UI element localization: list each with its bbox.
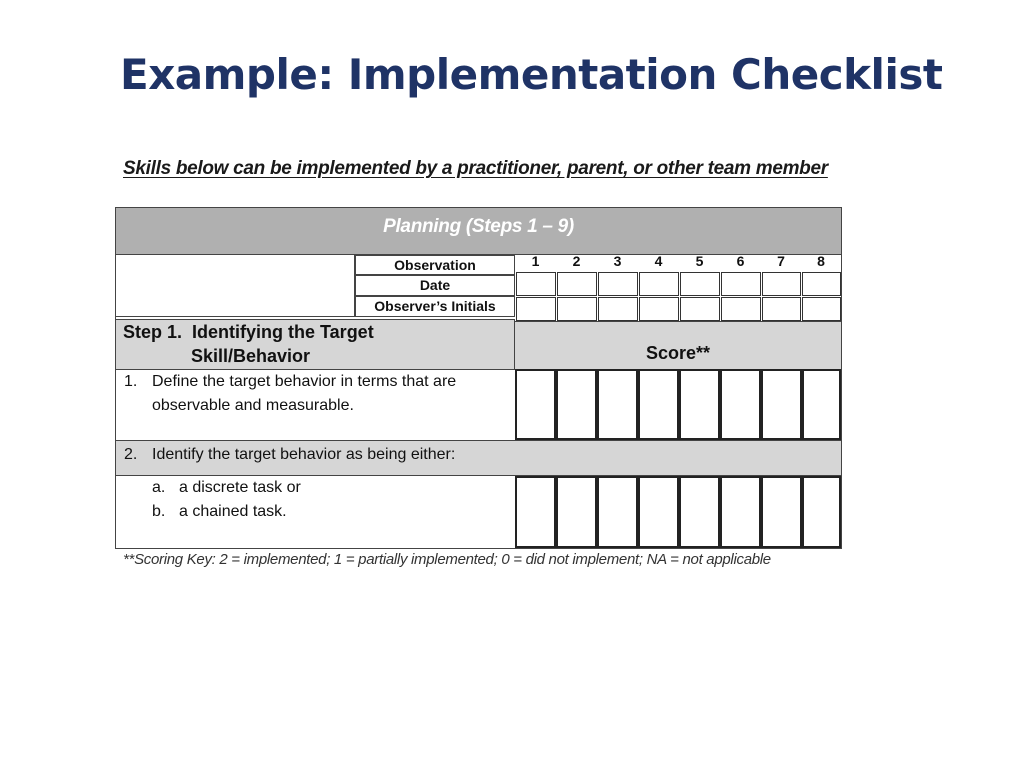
date-label: Date	[355, 275, 515, 296]
date-box[interactable]	[557, 272, 597, 296]
observation-number: 3	[613, 253, 622, 269]
date-box[interactable]	[639, 272, 679, 296]
score-box[interactable]	[597, 476, 638, 548]
observation-number: 6	[736, 253, 745, 269]
score-box[interactable]	[515, 476, 556, 548]
score-box[interactable]	[802, 369, 841, 440]
date-box[interactable]	[680, 272, 720, 296]
score-box[interactable]	[515, 369, 556, 440]
item-text-line2: observable and measurable.	[152, 397, 354, 414]
initials-box[interactable]	[557, 297, 597, 321]
observer-initials-label: Observer’s Initials	[355, 296, 515, 317]
observation-number: 2	[572, 253, 581, 269]
score-box[interactable]	[720, 369, 761, 440]
observation-number-row	[515, 255, 841, 269]
implementation-checklist-table	[115, 207, 842, 549]
observation-number: 4	[654, 253, 663, 269]
item-text-line1: Define the target behavior in terms that are	[152, 373, 457, 390]
initials-box[interactable]	[598, 297, 638, 321]
score-box[interactable]	[638, 369, 679, 440]
subitem-text: a discrete task or	[179, 479, 301, 496]
score-box[interactable]	[761, 476, 802, 548]
observation-number: 8	[817, 253, 825, 269]
subitem-letter: a.	[152, 479, 166, 496]
initials-box[interactable]	[680, 297, 720, 321]
observation-number: 5	[695, 253, 704, 269]
score-box[interactable]	[720, 476, 761, 548]
initials-box[interactable]	[721, 297, 761, 321]
step-heading-line1: Step 1. Identifying the Target	[123, 322, 374, 342]
planning-section-header	[116, 208, 841, 255]
observation-number: 7	[777, 253, 785, 269]
checklist-subtitle: Skills below can be implemented by a practitioner, parent, or other team member	[123, 158, 828, 179]
initials-box[interactable]	[762, 297, 801, 321]
initials-box[interactable]	[802, 297, 841, 321]
scoring-key-footnote: **Scoring Key: 2 = implemented; 1 = partially implemented; 0 = did not implement; NA = not applicable	[123, 551, 771, 568]
date-box[interactable]	[516, 272, 556, 296]
score-heading-cell	[515, 321, 841, 369]
checklist-subitems	[116, 476, 515, 548]
subitem-letter: b.	[152, 503, 166, 520]
initials-box[interactable]	[639, 297, 679, 321]
subitem-text: a chained task.	[179, 503, 287, 520]
date-box[interactable]	[802, 272, 841, 296]
date-box[interactable]	[598, 272, 638, 296]
blank-corner-cell	[116, 255, 355, 317]
step-heading-cell	[116, 319, 515, 369]
date-box[interactable]	[721, 272, 761, 296]
score-heading: Score**	[645, 343, 711, 363]
planning-section-title: Planning (Steps 1 – 9)	[383, 216, 574, 237]
item-number: 2.	[124, 446, 138, 463]
score-box[interactable]	[761, 369, 802, 440]
score-box[interactable]	[679, 369, 720, 440]
step-heading-line2: Skill/Behavior	[191, 346, 311, 366]
observation-number: 1	[531, 253, 540, 269]
score-box[interactable]	[597, 369, 638, 440]
score-box[interactable]	[679, 476, 720, 548]
initials-box[interactable]	[516, 297, 556, 321]
score-box[interactable]	[638, 476, 679, 548]
item-number: 1.	[124, 373, 138, 390]
date-box[interactable]	[762, 272, 801, 296]
checklist-item-2	[116, 440, 841, 476]
score-box[interactable]	[556, 369, 597, 440]
observation-label: Observation	[355, 255, 515, 275]
score-box[interactable]	[802, 476, 841, 548]
slide-title: Example: Implementation Checklist	[120, 50, 943, 99]
score-box[interactable]	[556, 476, 597, 548]
item-text-line1: Identify the target behavior as being either:	[152, 446, 456, 463]
checklist-item-1	[116, 369, 515, 440]
